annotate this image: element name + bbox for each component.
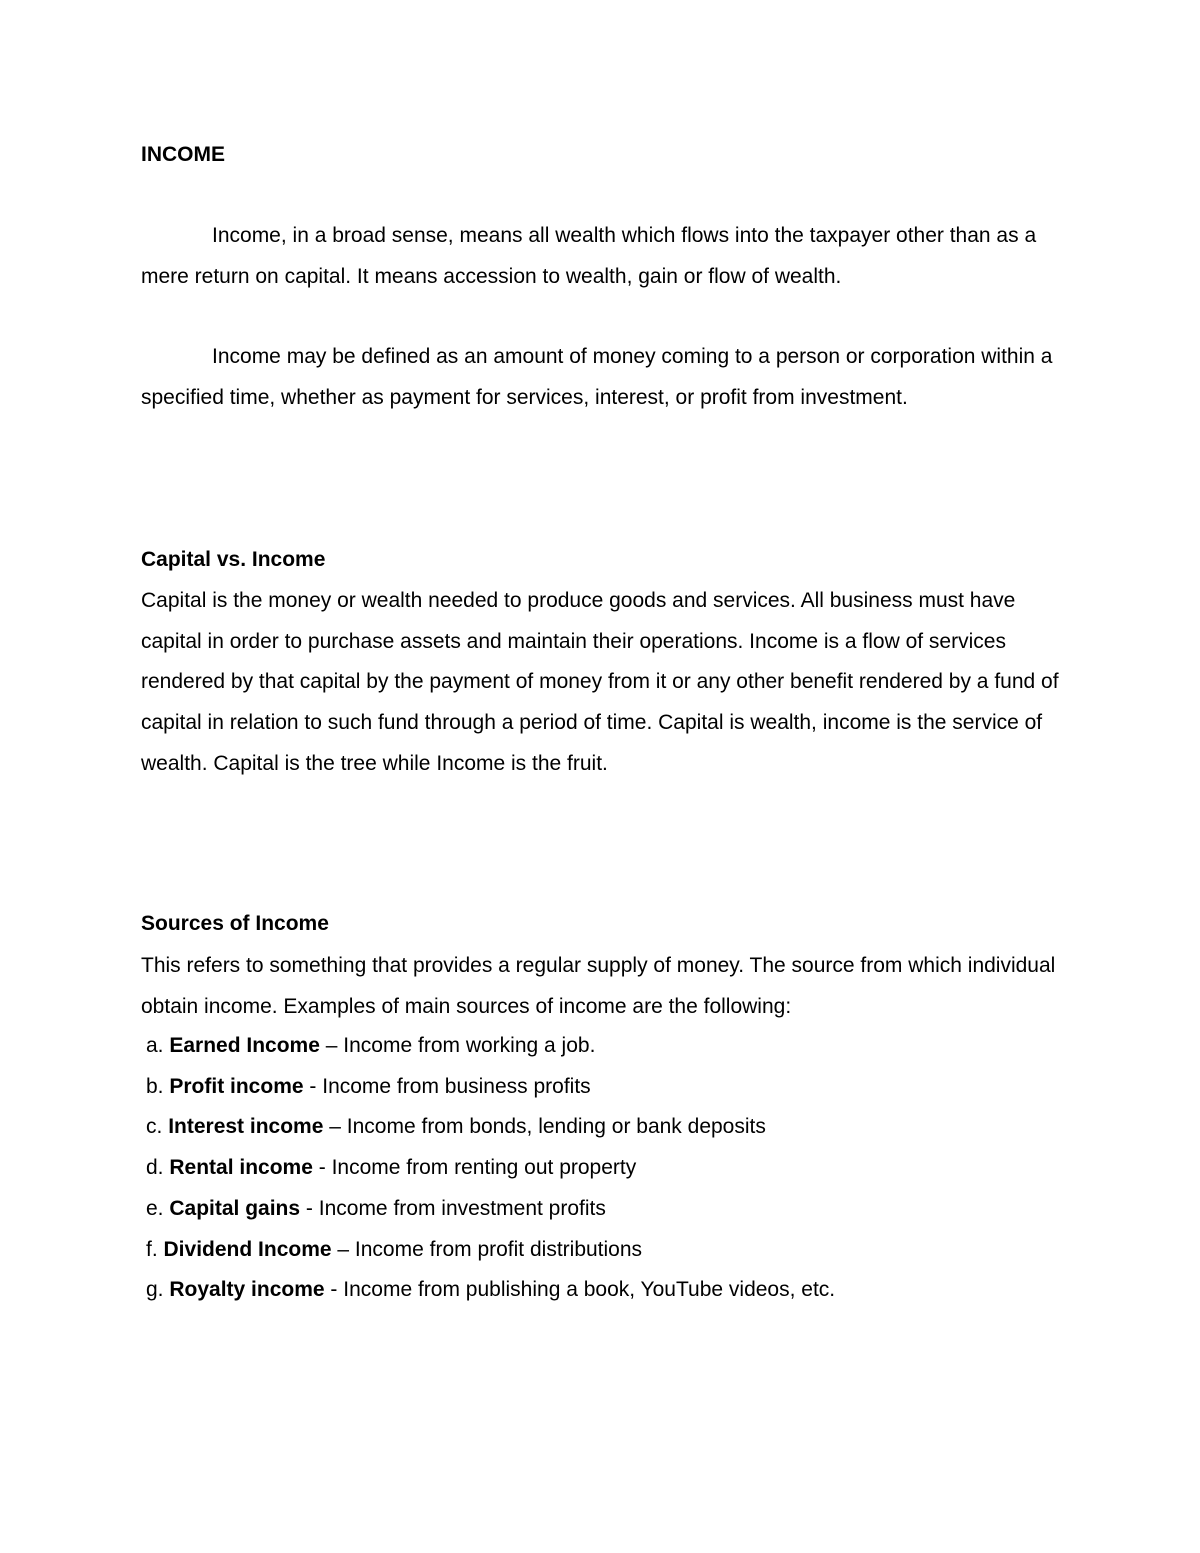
list-item-separator: –: [325, 1034, 338, 1057]
list-item: [146, 1107, 835, 1148]
list-item: [146, 1067, 835, 1108]
list-item-description: Income from business profits: [322, 1074, 591, 1098]
list-item: [146, 1026, 835, 1067]
list-item-letter: a.: [146, 1034, 164, 1057]
list-item-description: Income from working a job.: [343, 1034, 596, 1057]
list-item: [146, 1189, 835, 1230]
section-heading-sources-of-income: Sources of Income: [141, 912, 329, 935]
list-item-letter: g.: [146, 1278, 164, 1302]
list-item-letter: e.: [146, 1196, 164, 1220]
list-item-term: Interest income: [168, 1115, 324, 1139]
list-item-description: Income from profit distributions: [354, 1237, 643, 1261]
list-item-letter: b.: [146, 1074, 164, 1098]
list-item-letter: c.: [146, 1115, 163, 1139]
paragraph-capital-vs-income: Capital is the money or wealth needed to produce goods and services. All business must have capital in order to purchase assets and maintain their operations. Income is a flow of services rendered by that capital by the payment of money from it or any other benefit rendered by a fund of capital in relation to such fund through a period of time. Capital is wealth, income is the service of wealth. Capital is the tree while Income is the fruit.: [141, 589, 1059, 775]
income-sources-list: [146, 1026, 835, 1311]
list-item-description: Income from publishing a book, YouTube videos, etc.: [343, 1278, 836, 1302]
paragraph-income-definition: [141, 337, 1071, 418]
list-item-letter: d.: [146, 1156, 164, 1180]
list-item-letter: f.: [146, 1237, 158, 1261]
list-item: [146, 1230, 835, 1271]
list-item-separator: -: [330, 1278, 338, 1302]
paragraph-text: Income may be defined as an amount of money coming to a person or corporation within a specified time, whether as payment for services, interest, or profit from investment.: [141, 345, 1053, 409]
list-item: [146, 1148, 835, 1189]
list-item-term: Capital gains: [169, 1196, 301, 1220]
list-item-term: Earned Income: [169, 1034, 320, 1057]
list-item: [146, 1270, 835, 1311]
list-item-description: Income from renting out property: [331, 1156, 637, 1180]
list-item-separator: -: [309, 1074, 317, 1098]
paragraph-text: Income, in a broad sense, means all wealth which flows into the taxpayer other than as a mere return on capital. It means accession to wealth, gain or flow of wealth.: [141, 224, 1037, 288]
list-item-term: Profit income: [169, 1074, 304, 1098]
document-title: INCOME: [141, 143, 225, 166]
list-item-term: Royalty income: [169, 1278, 325, 1302]
section-heading-capital-vs-income: Capital vs. Income: [141, 548, 326, 571]
list-item-description: Income from investment profits: [318, 1196, 606, 1220]
list-item-separator: -: [318, 1156, 326, 1180]
list-item-term: Dividend Income: [163, 1237, 332, 1261]
paragraph-sources-of-income: This refers to something that provides a regular supply of money. The source from which individual obtain income. Examples of main sources of income are the following:: [141, 954, 1056, 1018]
list-item-separator: -: [305, 1196, 313, 1220]
list-item-term: Rental income: [169, 1156, 313, 1180]
list-item-separator: –: [329, 1115, 341, 1139]
list-item-description: Income from bonds, lending or bank deposits: [346, 1115, 766, 1139]
paragraph-income-broad-sense: [141, 216, 1071, 297]
list-item-separator: –: [337, 1237, 350, 1261]
